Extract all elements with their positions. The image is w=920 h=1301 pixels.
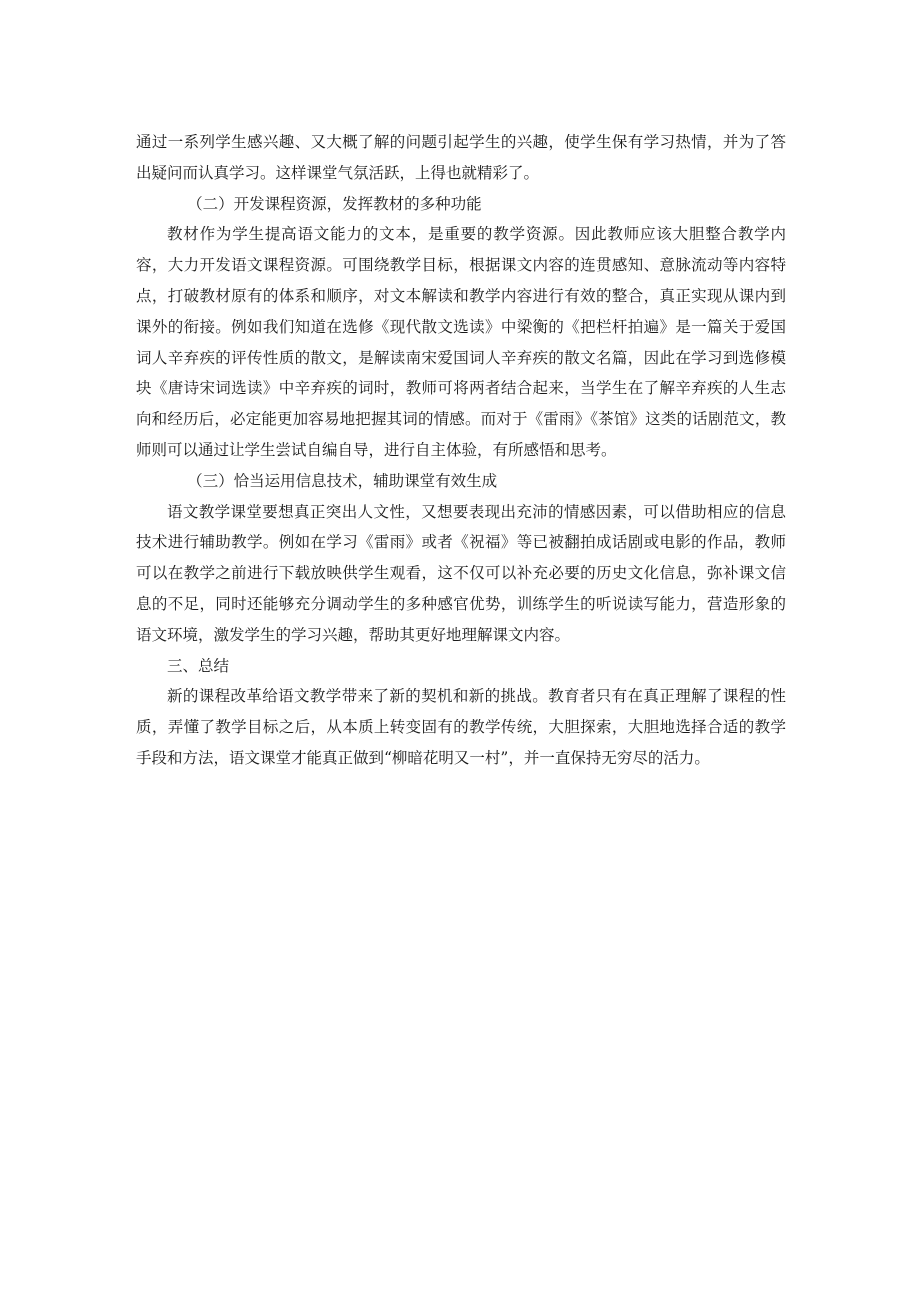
section-heading-summary: 三、总结 xyxy=(167,656,230,675)
paragraph-continuation: 通过一系列学生感兴趣、又大概了解的问题引起学生的兴趣，使学生保有学习热情，并为了答出疑问而认真学习。这样课堂气氛活跃，上得也就精彩了。 xyxy=(136,133,786,182)
document-body xyxy=(136,127,786,774)
section-heading-2: （二）开发课程资源，发挥教材的多种功能 xyxy=(187,194,482,213)
paragraph-summary: 新的课程改革给语文教学带来了新的契机和新的挑战。教育者只有在真正理解了课程的性质，弄懂了教学目标之后，从本质上转变固有的教学传统，大胆探索，大胆地选择合适的教学手段和方法，语文课堂才能真正做到“柳暗花明又一村”，并一直保持无穷尽的活力。 xyxy=(136,687,786,767)
section-heading-3: （三）恰当运用信息技术，辅助课堂有效生成 xyxy=(187,471,498,490)
paragraph-information-technology: 语文教学课堂要想真正突出人文性，又想要表现出充沛的情感因素，可以借助相应的信息技术进行辅助教学。例如在学习《雷雨》或者《祝福》等已被翻拍成话剧或电影的作品，教师可以在教学之前进行下载放映供学生观看，这不仅可以补充必要的历史文化信息，弥补课文信息的不足，同时还能够充分调动学生的多种感官优势，训练学生的听说读写能力，营造形象的语文环境，激发学生的学习兴趣，帮助其更好地理解课文内容。 xyxy=(136,502,786,644)
paragraph-curriculum-resources: 教材作为学生提高语文能力的文本，是重要的教学资源。因此教师应该大胆整合教学内容，大力开发语文课程资源。可围绕教学目标，根据课文内容的连贯感知、意脉流动等内容特点，打破教材原有的体系和顺序，对文本解读和教学内容进行有效的整合，真正实现从课内到课外的衔接。例如我们知道在选修《现代散文选读》中梁衡的《把栏杆拍遍》是一篇关于爱国词人辛弃疾的评传性质的散文，是解读南宋爱国词人辛弃疾的散文名篇，因此在学习到选修模块《唐诗宋词选读》中辛弃疾的词时，教师可将两者结合起来，当学生在了解辛弃疾的人生志向和经历后，必定能更加容易地把握其词的情感。而对于《雷雨》《茶馆》这类的话剧范文，教师则可以通过让学生尝试自编自导，进行自主体验，有所感悟和思考。 xyxy=(136,225,786,459)
